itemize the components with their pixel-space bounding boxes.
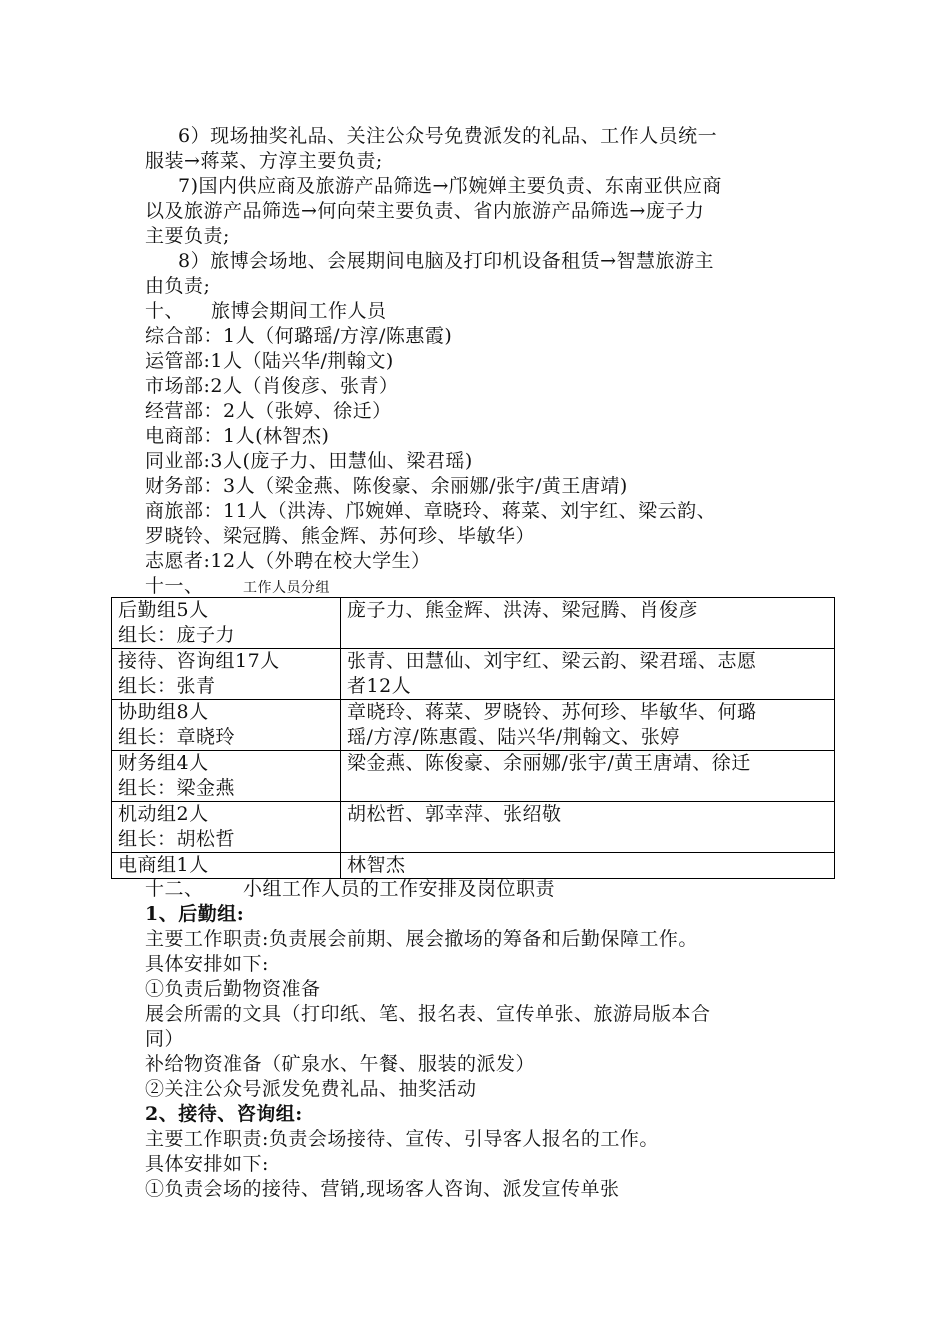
staff-line: 同业部:3人(庞子力、田慧仙、梁君瑶)	[145, 450, 473, 472]
group-members-cell	[341, 598, 835, 649]
group-name-cell	[112, 853, 341, 879]
group-leader: 组长：梁金燕	[118, 777, 236, 799]
group-leader: 组长：章晓玲	[118, 726, 236, 748]
group-members: 瑶/方淳/陈惠霞、陆兴华/荆翰文、张婷	[347, 726, 680, 748]
group-members: 张青、田慧仙、刘宇红、梁云韵、梁君瑶、志愿	[347, 650, 757, 672]
group-name: 接待、咨询组17人	[118, 650, 280, 672]
section-number: 十二、	[145, 878, 204, 900]
table-row	[112, 598, 835, 649]
group-members: 胡松哲、郭幸萍、张绍敬	[347, 803, 562, 825]
body-line: 同）	[145, 1028, 185, 1050]
table-row	[112, 649, 835, 700]
group-name-cell	[112, 751, 341, 802]
section-title: 旅博会期间工作人员	[211, 300, 387, 322]
group-leader: 组长：张青	[118, 675, 216, 697]
body-line: 展会所需的文具（打印纸、笔、报名表、宣传单张、旅游局版本合	[145, 1003, 711, 1025]
table-row	[112, 853, 835, 879]
section-number: 十、	[145, 300, 185, 322]
group-name: 财务组4人	[118, 752, 209, 774]
table-row	[112, 802, 835, 853]
group-members: 梁金燕、陈俊豪、余丽娜/张宇/黄王唐靖、徐迁	[347, 752, 751, 774]
body-line: 主要工作职责:负责展会前期、展会撤场的筹备和后勤保障工作。	[145, 928, 698, 950]
staff-line: 志愿者:12人（外聘在校大学生）	[145, 550, 431, 572]
group-members-cell	[341, 751, 835, 802]
group-name: 电商组1人	[118, 854, 209, 876]
section-12-heading	[145, 877, 555, 902]
group-members-cell	[341, 802, 835, 853]
group-name-cell	[112, 802, 341, 853]
intro-line: 7)国内供应商及旅游产品筛选→邝婉婵主要负责、东南亚供应商	[178, 175, 722, 197]
staff-line: 电商部：1人(林智杰)	[145, 425, 330, 447]
staff-line: 市场部:2人（肖俊彦、张青）	[145, 375, 399, 397]
subsection-heading: 1、后勤组:	[145, 903, 245, 925]
intro-line: 由负责;	[145, 275, 211, 297]
section-10-heading	[145, 299, 387, 324]
section-title: 工作人员分组	[243, 580, 330, 596]
staff-line: 财务部：3人（梁金燕、陈俊豪、余丽娜/张宇/黄王唐靖)	[145, 475, 628, 497]
group-members: 章晓玲、蒋菜、罗晓铃、苏何珍、毕敏华、何璐	[347, 701, 757, 723]
body-line: ①负责会场的接待、营销,现场客人咨询、派发宣传单张	[145, 1178, 620, 1200]
group-name-cell	[112, 649, 341, 700]
body-line: 补给物资准备（矿泉水、午餐、服装的派发）	[145, 1053, 536, 1075]
staff-line: 罗晓铃、梁冠腾、熊金辉、苏何珍、毕敏华）	[145, 525, 536, 547]
group-members-cell	[341, 700, 835, 751]
intro-line: 8）旅博会场地、会展期间电脑及打印机设备租赁→智慧旅游主	[178, 250, 715, 272]
group-table	[111, 597, 835, 879]
group-members: 庞子力、熊金辉、洪涛、梁冠腾、肖俊彦	[347, 599, 699, 621]
intro-line: 服装→蒋菜、方淳主要负责;	[145, 150, 383, 172]
staff-line: 综合部：1人（何璐瑶/方淳/陈惠霞)	[145, 325, 453, 347]
section-number: 十一、	[145, 575, 204, 597]
section-title: 小组工作人员的工作安排及岗位职责	[243, 878, 556, 900]
group-name: 机动组2人	[118, 803, 209, 825]
table-row	[112, 700, 835, 751]
intro-line: 以及旅游产品筛选→何向荣主要负责、省内旅游产品筛选→庞子力	[145, 200, 705, 222]
staff-line: 运管部:1人（陆兴华/荆翰文)	[145, 350, 394, 372]
group-name-cell	[112, 700, 341, 751]
group-members-cell	[341, 649, 835, 700]
group-members: 者12人	[347, 675, 412, 697]
body-line: ①负责后勤物资准备	[145, 978, 321, 1000]
body-line: 具体安排如下:	[145, 1153, 269, 1175]
intro-line: 主要负责;	[145, 225, 230, 247]
body-line: 主要工作职责:负责会场接待、宣传、引导客人报名的工作。	[145, 1128, 659, 1150]
group-name-cell	[112, 598, 341, 649]
subsection-heading: 2、接待、咨询组:	[145, 1103, 303, 1125]
group-members-cell	[341, 853, 835, 879]
group-members: 林智杰	[347, 854, 406, 876]
intro-line: 6）现场抽奖礼品、关注公众号免费派发的礼品、工作人员统一	[178, 125, 718, 147]
group-leader: 组长：庞子力	[118, 624, 236, 646]
group-leader: 组长：胡松哲	[118, 828, 236, 850]
group-name: 协助组8人	[118, 701, 209, 723]
group-name: 后勤组5人	[118, 599, 209, 621]
body-line: 具体安排如下:	[145, 953, 269, 975]
staff-line: 商旅部：11人（洪涛、邝婉婵、章晓玲、蒋菜、刘宇红、梁云韵、	[145, 500, 717, 522]
body-line: ②关注公众号派发免费礼品、抽奖活动	[145, 1078, 477, 1100]
staff-line: 经营部：2人（张婷、徐迁）	[145, 400, 392, 422]
table-row	[112, 751, 835, 802]
